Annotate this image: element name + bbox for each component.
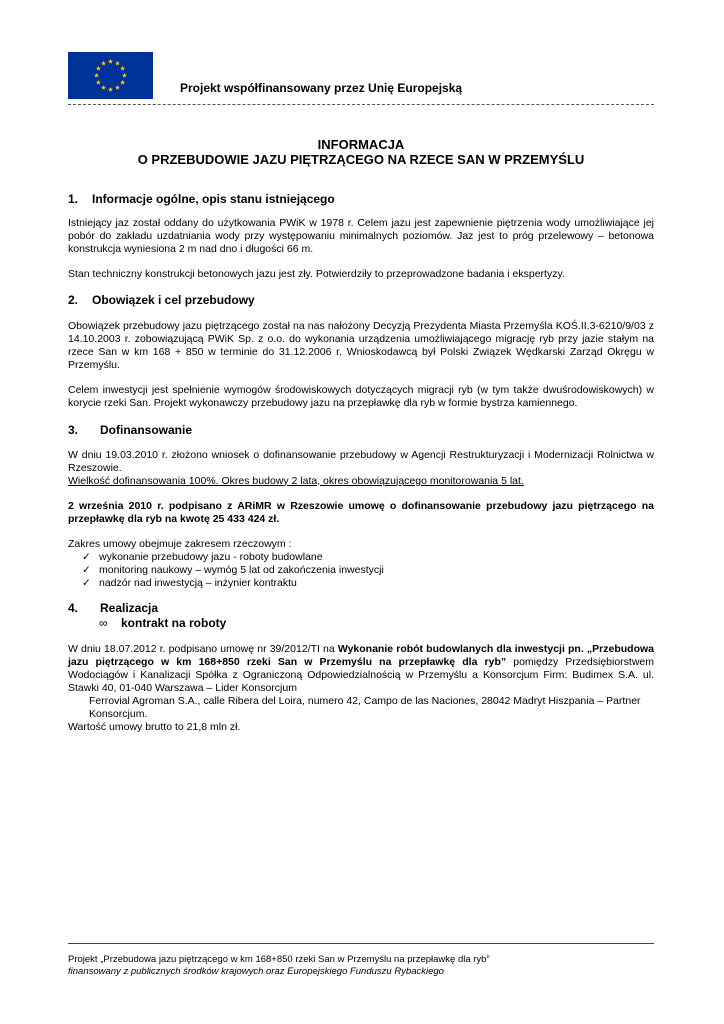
section-3-scope-intro: Zakres umowy obejmuje zakresem rzeczowym :	[68, 538, 292, 550]
star-icon	[115, 61, 120, 66]
section-4-title: Realizacja	[100, 601, 159, 615]
star-icon	[122, 73, 127, 78]
section-4-contract-title: Wykonanie robót budowlanych dla inwestycji pn. „Przebudowa jazu piętrzącego w km 168+850 rzeki San w Przemyślu na przepławkę dla ryb”	[68, 643, 654, 668]
star-icon	[120, 66, 125, 71]
eu-stars-icon	[68, 52, 153, 99]
section-1-paragraph-2: Stan techniczny konstrukcji betonowych jazu jest zły. Potwierdziły to przeprowadzone badania i ekspertyzy.	[68, 268, 565, 280]
star-icon	[120, 80, 125, 85]
list-item	[82, 564, 384, 577]
section-1-title: Informacje ogólne, opis stanu istniejącego	[92, 192, 335, 206]
section-3-paragraph-1	[68, 449, 654, 488]
section-1-number: 1.	[68, 192, 79, 206]
star-icon	[96, 66, 101, 71]
section-1-heading	[68, 192, 335, 206]
section-2-number: 2.	[68, 293, 79, 307]
section-3-paragraph-1-text: W dniu 19.03.2010 r. złożono wniosek o dofinansowanie przebudowy w Agencji Restrukturyzacji i Modernizacji Rolnictwa w Rzeszowie.	[68, 449, 654, 474]
section-4-partner: Ferrovial Agroman S.A., calle Ribera del Loira, numero 42, Campo de las Naciones, 28042 Madryt Hiszpania – Partner Konsorcjum.	[89, 695, 641, 720]
section-2-paragraph-1: Obowiązek przebudowy jazu piętrzącego został na nas nałożony Decyzją Prezydenta Miasta Przemyśla KOŚ.II.3-6210/9/03 z 14.10.2003 r. zobowiązującą PWiK Sp. z o.o. do wykonania urządzenia umożliwiającego migrację ryb przy jazie stałym na rzece San w km 168 + 850 w terminie do 31.12.2006 r. Wnioskodawcą był Polski Związek Wędkarski Zarząd Okręgu w Przemyślu.	[68, 320, 654, 371]
section-4-subheading-text: kontrakt na roboty	[121, 616, 227, 630]
section-4-number: 4.	[68, 601, 79, 615]
star-icon	[108, 59, 113, 64]
title-line-2: O PRZEBUDOWIE JAZU PIĘTRZĄCEGO NA RZECE SAN W PRZEMYŚLU	[137, 152, 585, 167]
section-3-title: Dofinansowanie	[100, 423, 193, 437]
document-title	[68, 137, 654, 167]
section-4-contract-value: Wartość umowy brutto to 21,8 mln zł.	[68, 721, 241, 733]
header-divider	[68, 104, 654, 105]
star-icon	[101, 61, 106, 66]
list-item	[82, 577, 384, 590]
star-icon	[94, 73, 99, 78]
section-3-scope-list	[82, 551, 384, 590]
checkmark-icon: ✓	[82, 576, 91, 589]
section-3-funding-terms: Wielkość dofinansowania 100%. Okres budowy 2 lata, okres obowiązującego monitorowania 5 lat.	[68, 474, 524, 487]
checkmark-icon: ✓	[82, 551, 91, 563]
star-icon	[96, 80, 101, 85]
footer-funding-note: finansowany z publicznych środków krajowych oraz Europejskiego Funduszu Rybackiego	[68, 966, 444, 977]
infinity-bullet-icon: ∞	[99, 616, 108, 630]
section-4-subheading	[99, 616, 226, 630]
section-4-heading	[68, 601, 158, 615]
section-2-heading	[68, 293, 255, 307]
section-1-paragraph-1: Istniejący jaz został oddany do użytkowania PWiK w 1978 r. Celem jazu jest zapewnienie piętrzenia wody umożliwiające jej pobór do zakładu uzdatniania wody przy występowaniu minimalnych poziomów. Jaz jest to próg przelewowy – betonowa konstrukcja wyniesiona 2 m nad dno i długości 66 m.	[68, 217, 654, 255]
title-line-1: INFORMACJA	[317, 137, 405, 152]
footer-divider	[68, 943, 654, 944]
section-2-title: Obowiązek i cel przebudowy	[92, 293, 255, 307]
scope-item-text: monitoring naukowy – wymóg 5 lat od zakończenia inwestycji	[99, 563, 384, 576]
section-4-paragraph-1	[68, 643, 654, 695]
star-icon	[101, 85, 106, 90]
section-3-heading	[68, 423, 192, 437]
star-icon	[108, 87, 113, 92]
star-icon	[115, 85, 120, 90]
list-item	[82, 551, 384, 564]
checkmark-icon: ✓	[82, 563, 91, 576]
section-3-number: 3.	[68, 423, 79, 437]
scope-item-text: wykonanie przebudowy jazu - roboty budowlane	[99, 551, 323, 563]
section-3-agreement: 2 września 2010 r. podpisano z ARiMR w Rzeszowie umowę o dofinansowanie przebudowy jazu piętrzącego na przepławkę dla ryb na kwotę 25 433 424 zł.	[68, 500, 654, 525]
footer-project-name: Projekt „Przebudowa jazu piętrzącego w km 168+850 rzeki San w Przemyślu na przepławkę dla ryb”	[68, 954, 490, 965]
header-title: Projekt współfinansowany przez Unię Europejską	[180, 81, 463, 95]
scope-item-text: nadzór nad inwestycją – inżynier kontraktu	[99, 576, 297, 589]
section-4-p1-end: pomiędzy Przedsiębiorstwem Wodociągów i Kanalizacji Spółka z Ograniczoną Odpowiedzialnością w Przemyślu a Konsorcjum Firm: Budimex S.A. ul. Stawki 40, 01-040 Warszawa – Lider Konsorcjum	[68, 655, 654, 694]
section-2-paragraph-2: Celem inwestycji jest spełnienie wymogów środowiskowych dotyczących migracji ryb (w tym także dwuśrodowiskowych) w korycie rzeki San. Projekt wykonawczy przebudowy jazu na przepławkę dla ryb w formie bystrza kamiennego.	[68, 384, 654, 409]
eu-flag-logo	[68, 52, 153, 99]
section-4-p1-start: W dniu 18.07.2012 r. podpisano umowę nr 39/2012/TI na	[68, 643, 338, 655]
